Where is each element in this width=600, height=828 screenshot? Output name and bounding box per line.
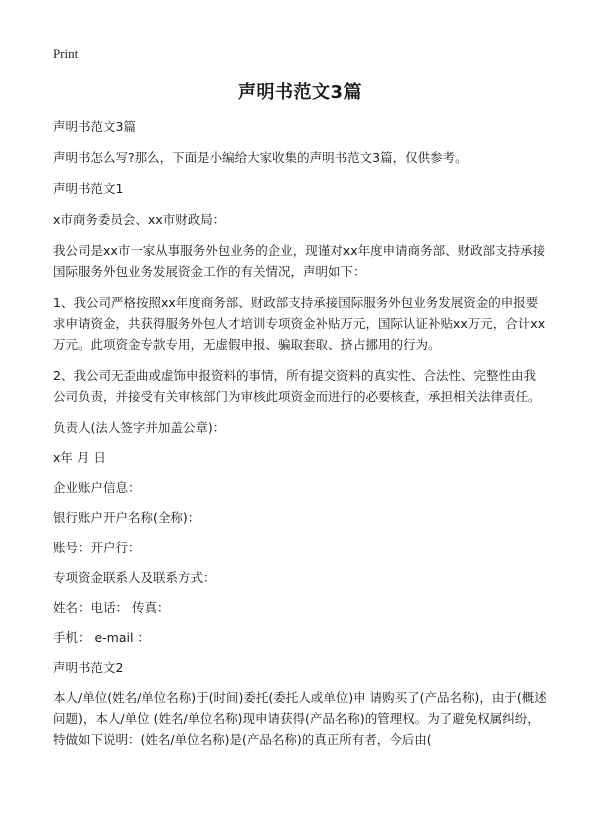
paragraph-body: 2、我公司无歪曲或虚饰申报资料的事情，所有提交资料的真实性、合法性、完整性由我公司负责，并接受有关审核部门为审核此项资金而进行的必要核查，承担相关法律责任。 xyxy=(53,368,541,404)
section-heading-1: 声明书范文1 xyxy=(53,181,124,196)
document-body xyxy=(53,116,547,760)
paragraph-account-number: 账号：开户行： xyxy=(53,540,141,555)
paragraph-body: 我公司是xx市一家从事服务外包业务的企业，现谨对xx年度申请商务部、财政部支持承接国际服务外包业务发展资金工作的有关情况，声明如下： xyxy=(53,243,546,279)
paragraph-date: x年 月 日 xyxy=(53,450,106,465)
paragraph-name-phone: 姓名：电话： 传真： xyxy=(53,600,170,615)
document-title: 声明书范文3篇 xyxy=(237,82,363,103)
print-link[interactable]: Print xyxy=(53,46,79,61)
paragraph-subtitle: 声明书范文3篇 xyxy=(53,119,136,134)
paragraph-body: 1、我公司严格按照xx年度商务部、财政部支持承接国际服务外包业务发展资金的申报要求申请资金，共获得服务外包人才培训专项资金补贴万元，国际认证补贴xx万元，合计xx万元。此项资金专款专用，无虚假申报、骗取套取、挤占挪用的行为。 xyxy=(53,295,546,352)
paragraph-mobile-email: 手机： e-mail ： xyxy=(53,630,150,645)
paragraph-signature: 负责人(法人签字并加盖公章)： xyxy=(53,420,226,435)
paragraph-contact: 专项资金联系人及联系方式： xyxy=(53,570,216,585)
paragraph-bank-name: 银行账户开户名称(全称)： xyxy=(53,510,201,525)
section-heading-2: 声明书范文2 xyxy=(53,660,124,675)
paragraph-addressee: x市商务委员会、xx市财政局： xyxy=(53,212,226,227)
paragraph-account-info: 企业账户信息： xyxy=(53,480,141,495)
paragraph-body: 本人/单位(姓名/单位名称)于(时间)委托(委托人或单位)申 请购买了(产品名称)，由于(概述问题)，本人/单位 (姓名/单位名称)现申请获得(产品名称)的管理权。为了避免权属纠纷，特做如下说明：(姓名/单位名称)是(产品名称)的真正所有者，今后由( xyxy=(53,690,547,747)
paragraph-intro: 声明书怎么写?那么，下面是小编给大家收集的声明书范文3篇，仅供参考。 xyxy=(53,150,468,165)
